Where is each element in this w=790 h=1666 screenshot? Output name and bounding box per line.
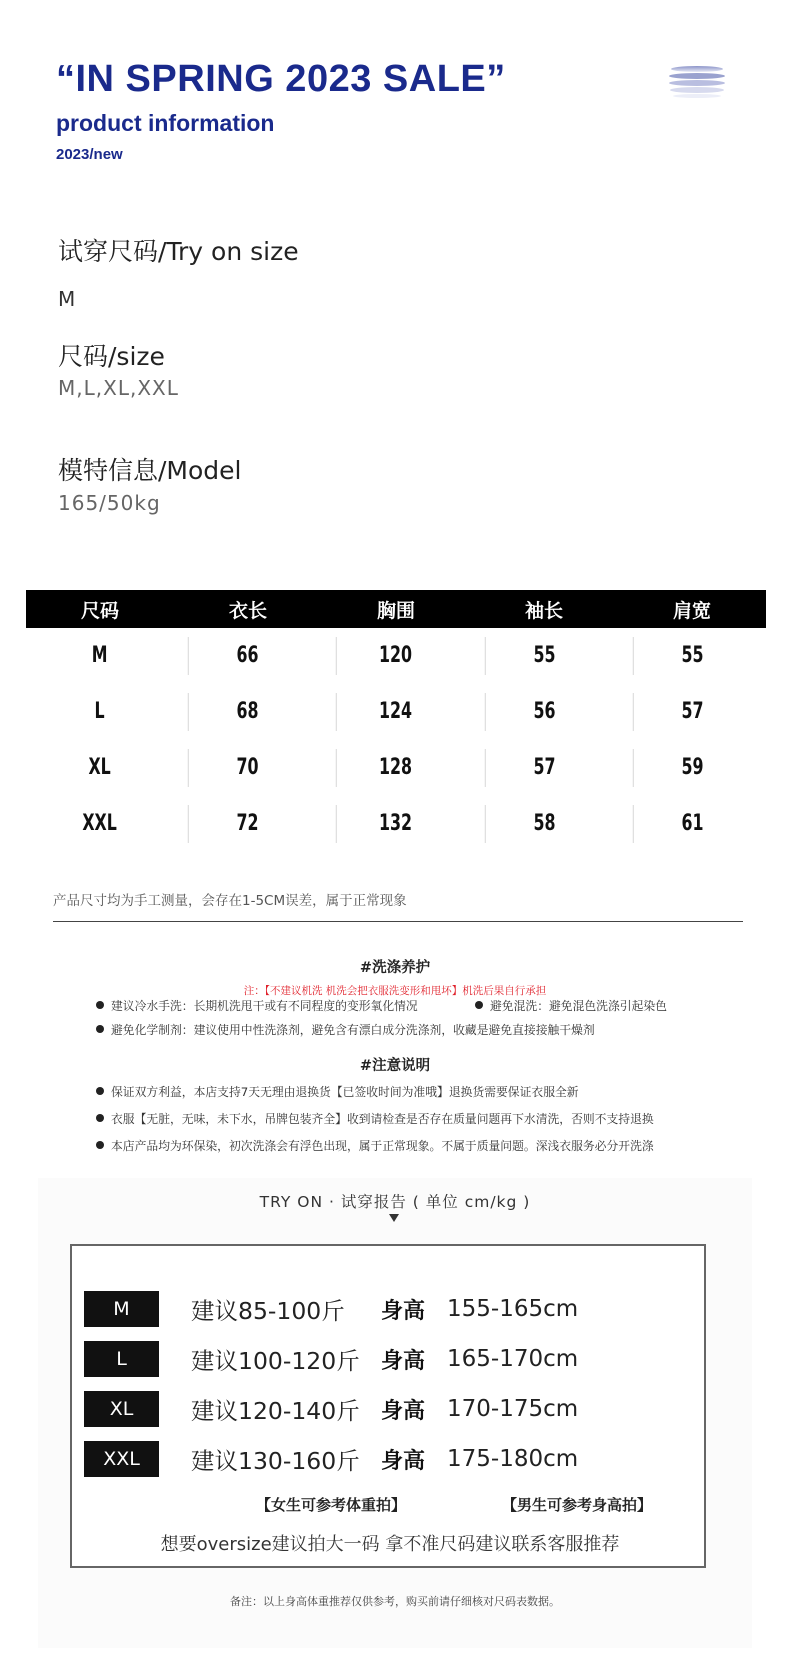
tryon-row [84,1440,578,1478]
tryon-row [84,1290,578,1328]
header-chest: 胸围 [376,599,415,622]
list-item: 建议冷水手洗：长期机洗甩干或有不同程度的变形氧化情况 [96,997,418,1014]
height-value: 175-180cm [447,1446,579,1472]
oversize-note: 想要oversize建议拍大一码 拿不准尺码建议联系客服推荐 [160,1534,620,1555]
table-row [26,684,766,740]
tryon-row [84,1340,578,1378]
table-cell: 55 [633,637,752,675]
table-cell: 124 [336,693,455,731]
size-value: M,L,XL,XXL [58,376,179,400]
header-sleeve: 袖长 [524,599,563,622]
size-badge: L [84,1341,159,1377]
table-cell: 57 [484,749,603,787]
sale-title: “IN SPRING 2023 SALE” [56,58,506,100]
footnote: 备注：以上身高体重推荐仅供参考，购买前请仔细核对尺码表数据。 [230,1595,560,1608]
height-label: 身高 [381,1348,426,1374]
table-cell: 70 [188,749,307,787]
size-badge: XL [84,1391,159,1427]
table-cell: 132 [336,805,455,843]
list-item: 保证双方利益，本店支持7天无理由退换货【已签收时间为准哦】退换货需要保证衣服全新 [96,1083,579,1100]
header-shoulder: 肩宽 [672,599,711,622]
bullet-icon [96,1025,104,1033]
stripes-icon [668,66,726,98]
bullet-icon [96,1001,104,1009]
table-cell: 56 [484,693,603,731]
table-cell: 68 [188,693,307,731]
arrow-down-icon [389,1214,399,1222]
weight-recommendation: 建议120-140斤 [191,1397,360,1425]
table-cell: 66 [188,637,307,675]
list-item: 衣服【无脏，无味，未下水，吊牌包装齐全】收到请检查是否存在质量问题再下水清洗，否则不支持退换 [96,1110,654,1127]
list-item: 本店产品均为环保染，初次洗涤会有浮色出现，属于正常现象。不属于质量问题。深浅衣服务必分开洗涤 [96,1137,654,1154]
height-value: 165-170cm [447,1346,579,1372]
size-label: 尺码/size [58,342,165,371]
size-table [26,590,766,852]
table-cell: 61 [633,805,752,843]
height-value: 155-165cm [447,1296,579,1322]
list-item: 避免化学制剂：建议使用中性洗涤剂，避免含有漂白成分洗涤剂，收藏是避免直接接触干燥剂 [96,1021,595,1038]
list-item: 避免混洗：避免混色洗涤引起染色 [475,997,667,1014]
table-cell: XXL [82,811,117,836]
model-label: 模特信息/Model [58,456,242,485]
year-label: 2023/new [56,146,123,163]
care-warning: 注：【不建议机洗 机洗会把衣服洗变形和甩坏】机洗后果自行承担 [243,985,547,997]
try-on-size-label: 试穿尺码/Try on size [58,237,299,266]
measure-note: 产品尺寸均为手工测量，会存在1-5CM误差，属于正常现象 [53,893,407,909]
table-row [26,740,766,796]
table-cell: 55 [484,637,603,675]
table-cell: L [94,699,105,724]
bullet-icon [475,1001,483,1009]
height-label: 身高 [381,1398,426,1424]
weight-recommendation: 建议85-100斤 [191,1297,345,1325]
height-label: 身高 [381,1448,426,1474]
bullet-icon [96,1087,104,1095]
table-cell: 59 [633,749,752,787]
product-info-subtitle: product information [56,110,275,136]
male-reference-note: 【男生可参考身高拍】 [502,1496,653,1514]
header-size: 尺码 [80,599,119,622]
table-cell: 58 [484,805,603,843]
table-cell: 128 [336,749,455,787]
size-badge: M [84,1291,159,1327]
header-length: 衣长 [228,599,267,622]
table-row [26,628,766,684]
notice-title: #注意说明 [359,1058,431,1074]
bullet-icon [96,1141,104,1149]
height-label: 身高 [381,1298,426,1324]
table-row [26,796,766,852]
table-cell: 72 [188,805,307,843]
try-on-size-value: M [58,287,77,311]
tryon-row [84,1390,578,1428]
tryon-title: TRY ON · 试穿报告 ( 单位 cm/kg ) [259,1193,531,1211]
table-header [26,590,766,628]
female-reference-note: 【女生可参考体重拍】 [256,1496,407,1514]
table-cell: 57 [633,693,752,731]
table-cell: 120 [336,637,455,675]
table-cell: XL [88,755,111,780]
care-title: #洗涤养护 [359,960,431,976]
weight-recommendation: 建议100-120斤 [191,1347,360,1375]
table-cell: M [91,643,108,668]
size-badge: XXL [84,1441,159,1477]
bullet-icon [96,1114,104,1122]
model-value: 165/50kg [58,491,161,515]
divider [53,921,743,922]
weight-recommendation: 建议130-160斤 [191,1447,360,1475]
height-value: 170-175cm [447,1396,579,1422]
